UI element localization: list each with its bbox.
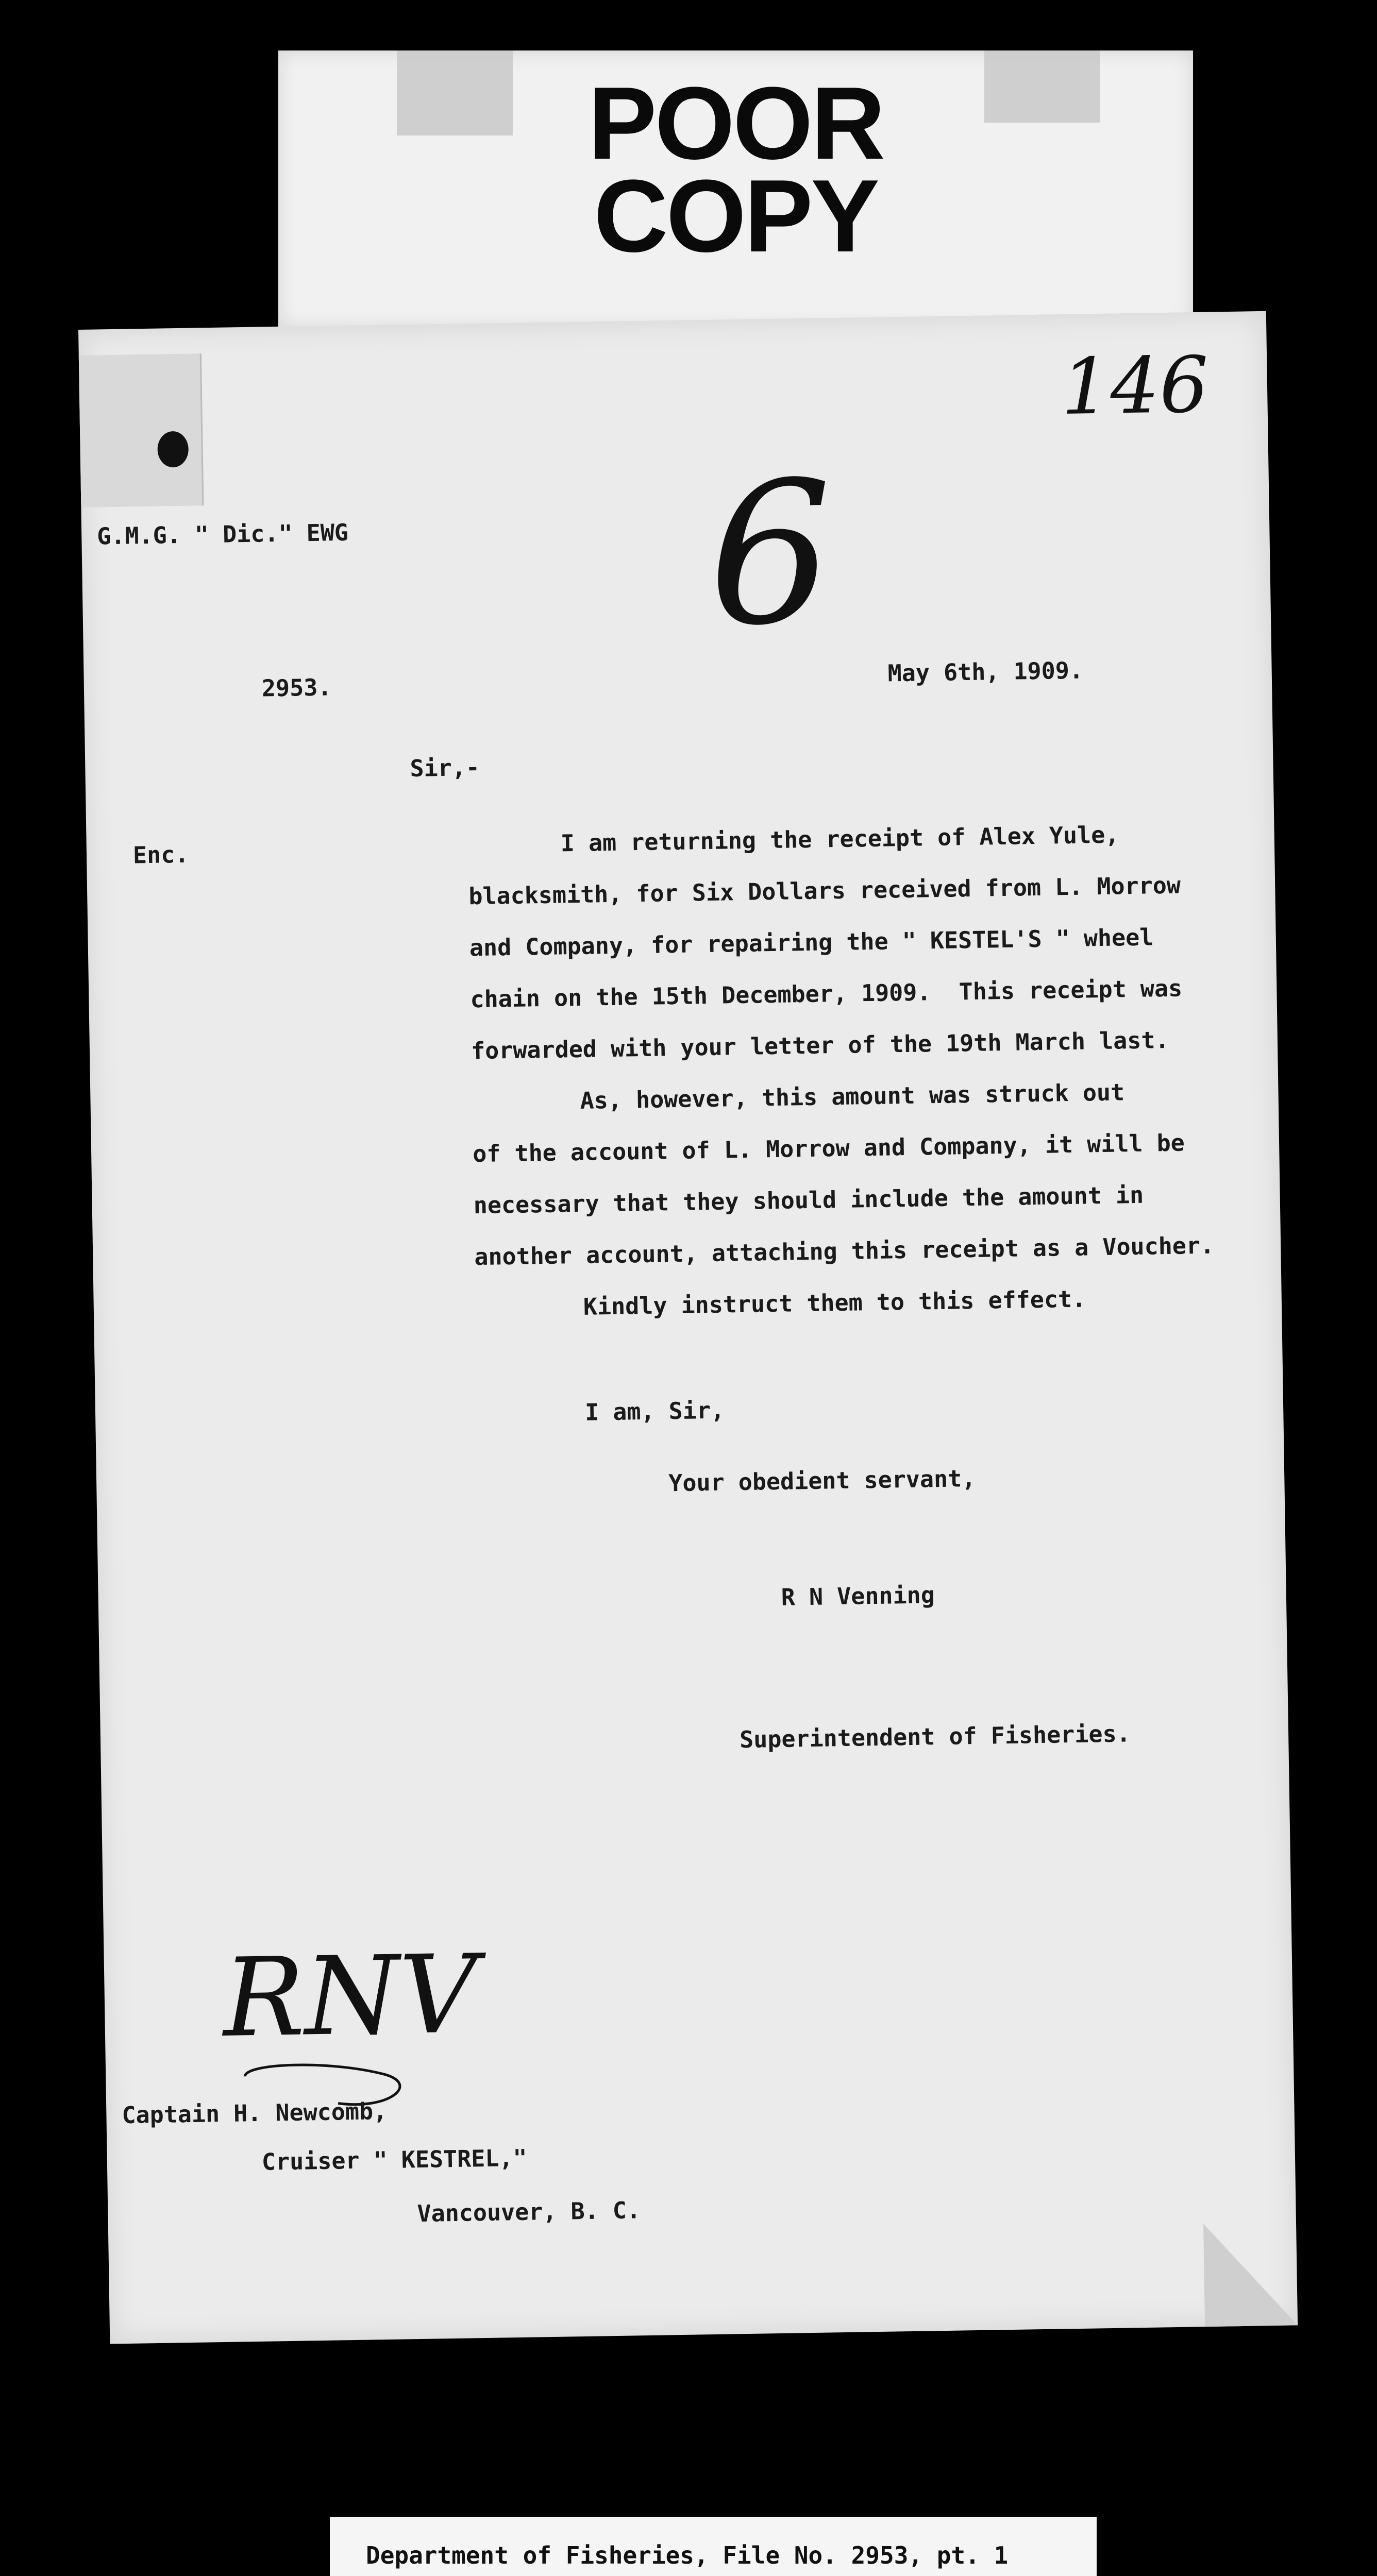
body-line: I am returning the receipt of Alex Yule, — [560, 821, 1119, 857]
reference-code: G.M.G. " Dic." EWG — [96, 518, 349, 550]
body-line: necessary that they should include the amount in — [473, 1181, 1144, 1219]
letter-date: May 6th, 1909. — [887, 656, 1084, 687]
poor-copy-line1: POOR — [588, 66, 883, 181]
poor-copy-card — [278, 50, 1193, 329]
folded-corner — [79, 353, 204, 507]
letter-page — [78, 311, 1298, 2344]
addressee-line: Captain H. Newcomb, — [122, 2097, 388, 2129]
salutation: Sir,- — [410, 753, 480, 782]
tape-strip — [397, 50, 513, 135]
signature-typed: R N Venning — [781, 1581, 935, 1611]
enclosure-note: Enc. — [132, 840, 189, 869]
addressee-line: Vancouver, B. C. — [417, 2196, 641, 2228]
page-number-handwritten: 146 — [1060, 340, 1210, 433]
body-line: As, however, this amount was struck out — [580, 1078, 1125, 1114]
file-digit-handwritten: 6 — [706, 439, 835, 669]
body-line: another account, attaching this receipt as a Voucher. — [474, 1231, 1215, 1271]
file-label — [330, 2517, 1097, 2576]
body-line: of the account of L. Morrow and Company, it will be — [472, 1129, 1185, 1168]
closing-servant: Your obedient servant, — [668, 1464, 976, 1497]
addressee-line: Cruiser " KESTREL," — [261, 2144, 528, 2176]
file-label-text: Department of Fisheries, File No. 2953, pt. 1 — [366, 2541, 1009, 2569]
body-line: forwarded with your letter of the 19th March last. — [471, 1026, 1169, 1065]
closing: I am, Sir, — [584, 1396, 725, 1426]
signatory-title: Superintendent of Fisheries. — [739, 1720, 1131, 1754]
body-line: Kindly instruct them to this effect. — [583, 1285, 1086, 1320]
tape-strip — [984, 50, 1100, 123]
body-line: blacksmith, for Six Dollars received from L. Morrow — [468, 871, 1181, 910]
body-line: chain on the 15th December, 1909. This receipt was — [470, 974, 1183, 1013]
body-line: and Company, for repairing the " KESTEL'S " wheel — [469, 923, 1154, 962]
file-number: 2953. — [261, 673, 332, 702]
handwritten-initials: RNV — [222, 1931, 479, 2061]
page-corner — [1203, 2222, 1298, 2327]
poor-copy-line2: COPY — [594, 159, 878, 274]
